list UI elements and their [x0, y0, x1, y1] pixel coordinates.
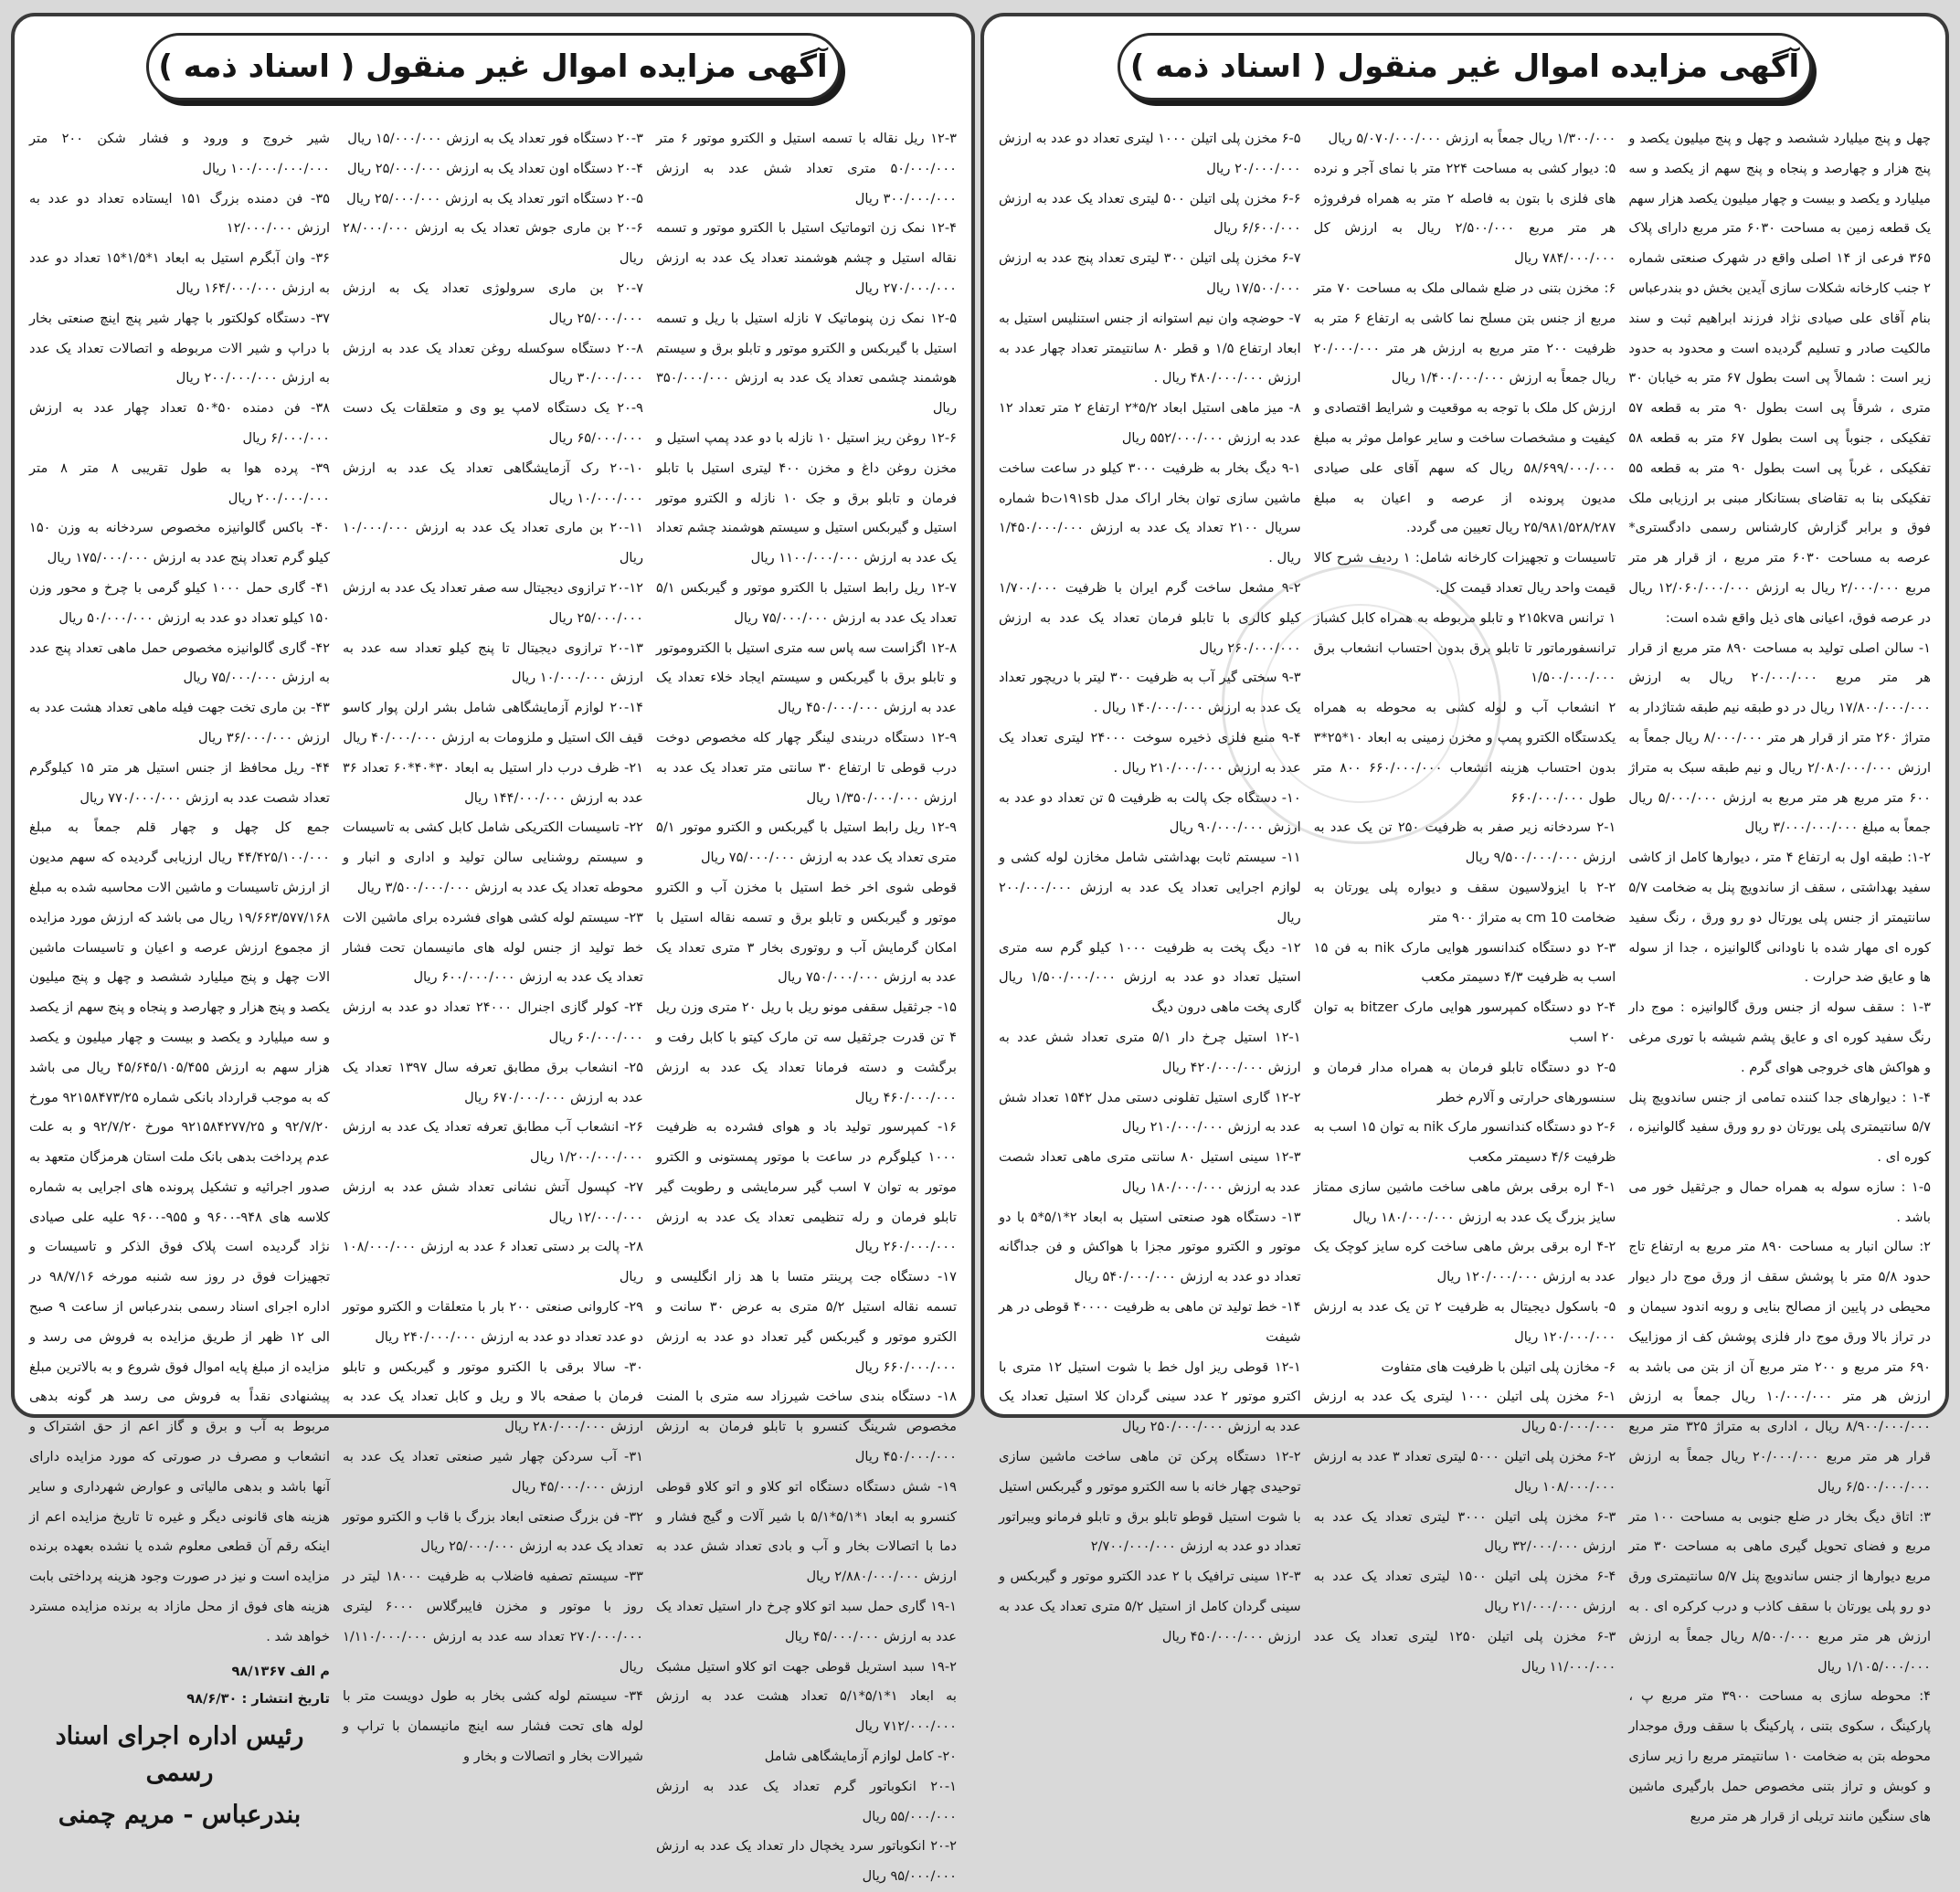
text-column-1 — [656, 124, 958, 1885]
notice-paragraph: ۴۱- گاری حمل ۱۰۰۰ کیلو گرمی با چرخ و محور وزن ۱۵۰ کیلو تعداد دو عدد به ارزش ۵۰/۰۰۰/۰۰۰ ریال — [29, 579, 330, 626]
notice-paragraph: ۱۹-۱ گاری حمل سبد اتو کلاو چرخ دار استیل تعداد یک عدد به ارزش ۴۵/۰۰۰/۰۰۰ ریال — [656, 1599, 957, 1644]
notice-title: آگهی مزایده اموال غیر منقول ( اسناد ذمه ) — [1118, 33, 1812, 100]
notice-paragraph: ۶-۴ مخزن پلی اتیلن ۱۵۰۰ لیتری تعداد یک عدد به ارزش ۲۱/۰۰۰/۰۰۰ ریال — [1313, 1569, 1616, 1615]
notice-paragraph: ۱۲-۳ ریل نقاله با تسمه استیل و الکترو موتور ۶ متر ۵۰/۰۰۰/۰۰۰ متری تعداد شش عدد به ارزش ۳۰۰/۰۰۰/۰۰۰ ریال — [656, 131, 957, 206]
notice-paragraph: ۳۹- پرده هوا به طول تقریبی ۸ متر ۸ متر ۲۰۰/۰۰۰/۰۰۰ ریال — [29, 460, 330, 506]
notice-paragraph: ۴۰- باکس گالوانیزه مخصوص سردخانه به وزن ۱۵۰ کیلو گرم تعداد پنج عدد به ارزش ۱۷۵/۰۰۰/۰۰۰ ریال — [29, 520, 330, 566]
auction-notice-panel-left — [11, 13, 975, 1885]
notice-paragraph: ۳۰- سالا برقی با الکترو موتور و گیربکس و تابلو فرمان با صفحه بالا و ریل و کابل تعداد یک عدد به ارزش ۲۸۰/۰۰۰/۰۰۰ ریال — [343, 1358, 643, 1435]
notice-paragraph: ۲-۲ با ایزولاسیون سقف و دیواره پلی یورتان به ضخامت 10 cm به متراژ ۹۰۰ متر — [1313, 879, 1616, 925]
notice-paragraph: ۶-۵ مخزن پلی اتیلن ۱۰۰۰ لیتری تعداد دو عدد به ارزش ۲۰/۰۰۰/۰۰۰ ریال — [998, 131, 1301, 176]
notice-paragraph: ۴-۱ اره برقی برش ماهی ساخت ماشین سازی ممتاز سایز بزرگ یک عدد به ارزش ۱۸۰/۰۰۰/۰۰۰ ریال — [1313, 1179, 1616, 1225]
notice-paragraph: ۲۹- کاروانی صنعتی ۲۰۰ بار با متعلقات و الکترو موتور دو عدد تعداد دو عدد به ارزش ۲۴۰/۰۰۰/۰۰۰ ریال — [343, 1299, 643, 1345]
notice-paragraph: ۶: مخزن بتنی در ضلع شمالی ملک به مساحت ۷۰ متر مربع از جنس بتن مسلح نما کاشی به ارتفاع ۶ متر به ظرفیت ۲۰۰ متر مربع به ارزش هر متر ۲۰/۰۰۰/۰۰۰ ریال جمعاً به ارزش ۱/۴۰۰/۰۰۰/۰۰۰ ریال — [1313, 280, 1616, 386]
signature-title: رئیس اداره اجرای اسناد رسمی — [55, 1721, 304, 1787]
notice-paragraph: ۲-۵ دو دستگاه تابلو فرمان به همراه مدار فرمان و سنسورهای حرارتی و آلارم خطر — [1313, 1059, 1616, 1105]
notice-paragraph: ۹-۳ سختی گیر آب به ظرفیت ۳۰۰ لیتر با دریچور تعداد یک عدد به ارزش ۱۴۰/۰۰۰/۰۰۰ ریال . — [998, 670, 1301, 716]
notice-paragraph: ۲۳- سیستم لوله کشی هوای فشرده برای ماشین الات خط تولید از جنس لوله های مانیسمان تحت فشار تعداد یک عدد به ارزش ۶۰۰/۰۰۰/۰۰۰ ریال — [343, 909, 643, 986]
notice-paragraph: ۲۰-۱ انکوباتور گرم تعداد یک عدد به ارزش ۵۵/۰۰۰/۰۰۰ ریال — [656, 1778, 957, 1824]
notice-paragraph: ۱-۲: طبقه اول به ارتفاع ۴ متر ، دیوارها کامل از کاشی سفید بهداشتی ، سقف از ساندویچ پنل به ضخامت ۵/۷ سانتیمتر از جنس پلی یورتال دو رو ورق ، رنگ سفید کوره ای مهار شده با ناودانی گالوانیزه ، جدا از سوله ها و عایق ضد حرارت . — [1628, 850, 1931, 986]
notice-paragraph: ۲۰-۹ یک دستگاه لامپ یو وی و متعلقات یک دست ۶۵/۰۰۰/۰۰۰ ریال — [343, 400, 643, 446]
notice-paragraph: ۳۱- آب سردکن چهار شیر صنعتی تعداد یک عدد به ارزش ۴۵/۰۰۰/۰۰۰ ریال — [343, 1449, 643, 1495]
notice-paragraph: قوطی شوی اخر خط استیل با مخزن آب و الکترو موتور و گیربکس و تابلو برق و تسمه نقاله استیل با امکان گرمایش آب و روتوری بخار ۳ متری تعداد یک عدد به ارزش ۷۵۰/۰۰۰/۰۰۰ ریال — [656, 879, 957, 986]
notice-paragraph: ۹-۴ منبع فلزی ذخیره سوخت ۲۴۰۰۰ لیتری تعداد یک عدد به ارزش ۲۱۰/۰۰۰/۰۰۰ ریال . — [998, 729, 1301, 776]
notice-paragraph: ۹-۲ مشعل ساخت گرم ایران با ظرفیت ۱/۷۰۰/۰۰۰ کیلو کالری با تابلو فرمان تعداد یک عدد به ارزش ۲۶۰/۰۰۰/۰۰۰ ریال — [998, 579, 1301, 656]
notice-paragraph: ۶-۳ مخزن پلی اتیلن ۳۰۰۰ لیتری تعداد یک عدد به ارزش ۳۲/۰۰۰/۰۰۰ ریال — [1313, 1508, 1616, 1555]
notice-columns — [29, 124, 958, 1885]
notice-paragraph: ۶- مخازن پلی اتیلن با ظرفیت های متفاوت — [1381, 1358, 1616, 1375]
notice-paragraph: ۴۴- ریل محافظ از جنس استیل هر متر ۱۵ کیلوگرم تعداد شصت عدد به ارزش ۷۷۰/۰۰۰/۰۰۰ ریال — [29, 759, 330, 806]
notice-paragraph: جمع کل چهل و چهار قلم جمعاً به مبلغ ۴۴/۴۲۵/۱۰۰/۰۰۰ ریال ارزیابی گردیده که سهم مدیون از ارزش تاسیسات و ماشین الات محاسبه شده به مبلغ ۱۹/۶۶۳/۵۷۷/۱۶۸ ریال می باشد که ارزش مورد مزایده از مجموع ارزش عرصه و اعیان و تاسیسات ماشین الات چهل و پنج میلیارد ششصد و چهل و پنج میلیون یکصد و پنج هزار و چهارصد و پنجاه و پنج سهم از یکصد و سه میلیارد و یکصد و بیست و چهار میلیون و یکصد هزار سهم به ارزش ۴۵/۶۴۵/۱۰۵/۴۵۵ ریال می باشد که به موجب قرارداد بانکی شماره ۹۲۱۵۸۴۷۳/۲۵ مورخ ۹۲/۷/۲۰ و ۹۲۱۵۸۴۲۷۷/۲۵ مورخ ۹۲/۷/۲۰ و به علت عدم پرداخت بدهی بانک ملت استان هرمزگان متعهد به صدور اجرائیه و تشکیل پرونده های اجرایی به شماره کلاسه های ۹۴۸-۹۶۰۰ و ۹۵۵-۹۶۰۰ علیه علی صیادی نژاد گردیده است پلاک فوق الذکر و تاسیسات و تجهیزات فوق در روز سه شنبه مورخه ۹۸/۷/۱۶ در اداره اجرای اسناد رسمی بندرعباس از ساعت ۹ صبح الی ۱۲ ظهر از طریق مزایده به فروش می رسد و مزایده از مبلغ پایه اموال فوق شروع و به بالاترین مبلغ پیشنهادی نقداً به فروش می رسد هر گونه بدهی مربوط به آب و برق و گاز اعم از حق اشتراک و انشعاب و مصرف در صورتی که مورد مزایده دارای آنها باشد و بدهی مالیاتی و عوارض شهرداری و سایر هزینه های قانونی دیگر و غیره تا تاریخ مزایده اعم از اینکه رقم آن قطعی معلوم شده یا نشده بعهده برنده مزایده است و نیز در صورت وجود هزینه پرداختی بابت هزینه های فوق از محل مازاد به برنده مزایده مسترد خواهد شد . — [29, 819, 331, 1644]
notice-paragraph: چهل و پنج میلیارد ششصد و چهل و پنج میلیون یکصد و پنج هزار و چهارصد و پنجاه و پنج سهم از یکصد و سه میلیارد و یکصد و بیست و چهار میلیون یکصد هزار سهم یک قطعه زمین به مساحت ۶۰۳۰ متر مربع دارای پلاک ۳۶۵ فرعی از ۱۴ اصلی واقع در شهرک صنعتی شماره ۲ جنب کارخانه شکلات سازی آیدین بخش دو بندرعباس بنام آقای علی صیادی نژاد فرزند ابراهیم ثبت و سند مالکیت صادر و تسلیم گردیده است و محدود به حدود زیر است : شمالاً پی است بطول ۶۷ متر به خیابان ۳۰ متری ، شرقاً پی است بطول ۹۰ متر به قطعه ۵۷ تفکیکی ، جنوباً پی است بطول ۶۷ متر به قطعه ۵۸ تفکیکی ، غرباً پی است بطول ۹۰ متر به قطعه ۵۵ تفکیکی بنا به تقاضای بستانکار مبنی بر ارزیابی ملک فوق و برابر گزارش کارشناس رسمی دادگستری* عرصه به مساحت ۶۰۳۰ متر مربع ، از قرار هر متر مربع ۲/۰۰۰/۰۰۰ ریال به ارزش ۱۲/۰۶۰/۰۰۰/۰۰۰ ریال در عرصه فوق، اعیانی های ذیل واقع شده است: — [1628, 131, 1932, 626]
notice-paragraph: ۳۲- فن بزرگ صنعتی ابعاد بزرگ با قاب و الکترو موتور تعداد یک عدد به ارزش ۲۵/۰۰۰/۰۰۰ ریال — [343, 1508, 643, 1555]
notice-paragraph: ۲۰-۵ دستگاه اتور تعداد یک به ارزش ۲۵/۰۰۰/۰۰۰ ریال — [346, 190, 643, 206]
notice-paragraph: ۶-۷ مخزن پلی اتیلن ۳۰۰ لیتری تعداد پنج عدد به ارزش ۱۷/۵۰۰/۰۰۰ ریال — [998, 250, 1301, 296]
notice-paragraph: ۲۰-۱۱ بن ماری تعداد یک عدد به ارزش ۱۰/۰۰۰/۰۰۰ ریال — [343, 520, 643, 566]
notice-paragraph: ۲۰-۱۰ رک آزمایشگاهی تعداد یک عدد به ارزش ۱۰/۰۰۰/۰۰۰ ریال — [343, 460, 643, 506]
text-column-3 — [998, 124, 1301, 1644]
notice-paragraph: ۱۲-۱ استیل چرخ دار ۵/۱ متری تعداد شش عدد به ارزش ۴۲۰/۰۰۰/۰۰۰ ریال — [998, 1029, 1301, 1075]
notice-paragraph: ۱۲- دیگ پخت به ظرفیت ۱۰۰۰ کیلو گرم سه متری استیل تعداد دو عدد به ارزش ۱/۵۰۰/۰۰۰/۰۰۰ ریال گاری پخت ماهی درون دیگ — [998, 939, 1301, 1016]
notice-paragraph: ۲-۳ دو دستگاه کندانسور هوایی مارک nik به فن ۱۵ اسب به ظرفیت ۴/۳ دسیمتر مکعب — [1313, 939, 1616, 986]
notice-paragraph: ۱۵- جرثقیل سقفی مونو ریل با ریل ۲۰ متری وزن ریل ۴ تن قدرت جرثقیل سه تن مارک کیتو با کابل رفت و برگشت و دسته فرمانا تعداد یک عدد به ارزش ۴۶۰/۰۰۰/۰۰۰ ریال — [656, 999, 957, 1105]
notice-paragraph: شیر خروج و ورود و فشار شکن ۲۰۰ متر ۱۰۰/۰۰۰/۰۰۰/۰۰۰ ریال — [29, 131, 330, 176]
notice-paragraph: ۱/۳۰۰/۰۰۰ ریال جمعاً به ارزش ۵/۰۷۰/۰۰۰/۰۰۰ ریال — [1328, 131, 1616, 146]
notice-paragraph: ۱۲-۳ سینی ترافیک با ۲ عدد الکترو موتور و گیربکس و سینی گردان کامل از استیل ۵/۲ متری تعداد یک عدد به ارزش ۴۵۰/۰۰۰/۰۰۰ ریال — [998, 1569, 1301, 1644]
notice-paragraph: ۳۸- فن دمنده ۵۰*۵۰ تعداد چهار عدد به ارزش ۶/۰۰۰/۰۰۰ ریال — [29, 400, 330, 446]
notice-paragraph: ۲۰-۴ دستگاه اون تعداد یک به ارزش ۲۵/۰۰۰/۰۰۰ ریال — [346, 160, 643, 176]
notice-paragraph: ۵- باسکول دیجیتال به ظرفیت ۲ تن یک عدد به ارزش ۱۲۰/۰۰۰/۰۰۰ ریال — [1313, 1299, 1616, 1345]
notice-paragraph: ۲ انشعاب آب و لوله کشی به محوطه به همراه یکدستگاه الکترو پمپ و مخزن زمینی به ابعاد ۱۰*۲۵*۳ بدون احتساب هزینه انشعاب ۶۶۰/۰۰۰/۰۰۰ ۸۰۰ متر طول ۶۶۰/۰۰۰/۰۰۰ — [1313, 700, 1616, 806]
notice-paragraph: ۶-۶ مخزن پلی اتیلن ۵۰۰ لیتری تعداد یک عدد به ارزش ۶/۶۰۰/۰۰۰ ریال — [998, 190, 1301, 237]
notice-paragraph: ۲۷- کپسول آتش نشانی تعداد شش عدد به ارزش ۱۲/۰۰۰/۰۰۰ ریال — [343, 1179, 643, 1225]
notice-paragraph: ۲۸- پالت بر دستی تعداد ۶ عدد به ارزش ۱۰۸/۰۰۰/۰۰۰ ریال — [343, 1239, 643, 1285]
notice-paragraph: ۲۰-۱۴ لوازم آزمایشگاهی شامل بشر ارلن پوار کاسو قیف الک استیل و ملزومات به ارزش ۴۰/۰۰۰/۰۰۰ ریال — [343, 700, 643, 745]
notice-paragraph: ۲۴- کولر گازی اجنرال ۲۴۰۰۰ تعداد دو عدد به ارزش ۶۰/۰۰۰/۰۰۰ ریال — [343, 999, 643, 1045]
notice-paragraph: ۳۶- وان آبگرم استیل به ابعاد ۱*۱/۵*۱۵ تعداد دو عدد به ارزش ۱۶۴/۰۰۰/۰۰۰ ریال — [29, 250, 330, 296]
notice-paragraph: ۱۲-۹ دستگاه دربندی لینگر چهار کله مخصوص دوخت درب قوطی تا ارتفاع ۳۰ سانتی متر تعداد یک عدد به ارزش ۱/۳۵۰/۰۰۰/۰۰۰ ریال — [656, 729, 957, 806]
notice-paragraph: ۱-۳ : سقف سوله از جنس ورق گالوانیزه : موج دار رنگ سفید کوره ای و عایق پشم شیشه با توری مرغی و هواکش های خروجی هوای گرم . — [1628, 999, 1931, 1075]
notice-paragraph: ۴۲- گاری گالوانیزه مخصوص حمل ماهی تعداد پنج عدد به ارزش ۷۵/۰۰۰/۰۰۰ ریال — [29, 639, 330, 686]
notice-paragraph: ۳۵- فن دمنده بزرگ ۱۵۱ ایستاده تعداد دو عدد به ارزش ۱۲/۰۰۰/۰۰۰ — [29, 190, 330, 237]
notice-paragraph: ۷- حوضچه وان نیم استوانه از جنس استنلیس استیل به ابعاد ارتفاع ۱/۵ و قطر ۸۰ سانتیمتر تعداد چهار عدد به ارزش ۴۸۰/۰۰۰/۰۰۰ ریال . — [998, 310, 1301, 386]
notice-paragraph: ۲۰- کامل لوازم آزمایشگاهی شامل — [764, 1749, 957, 1765]
notice-paragraph: ۱۹- شش دستگاه دستگاه اتو کلاو و اتو کلاو قوطی کنسرو به ابعاد ۱*۵/۱*۵/۱ با شیر آلات و گیج فشار و دما با اتصالات بخار و آب و بادی تعداد شش عدد به ارزش ۲/۸۸۰/۰۰۰/۰۰۰ ریال — [656, 1478, 958, 1585]
publish-date: تاریخ انتشار : ۹۸/۶/۳۰ — [186, 1690, 330, 1707]
notice-paragraph: ۸- میز ماهی استیل ابعاد ۵/۲*۲ ارتفاع ۲ متر تعداد ۱۲ عدد به ارزش ۵۵۲/۰۰۰/۰۰۰ ریال — [998, 400, 1301, 446]
notice-paragraph: ۱۹-۲ سبد استریل قوطی جهت اتو کلاو استیل مشبک به ابعاد ۱*۵/۱*۵/۱ تعداد هشت عدد به ارزش ۷۱۲/۰۰۰/۰۰۰ ریال — [656, 1658, 957, 1735]
notice-paragraph: ۶-۱ مخزن پلی اتیلن ۱۰۰۰ لیتری یک عدد به ارزش ۵۰/۰۰۰/۰۰۰ ریال — [1313, 1389, 1616, 1435]
notice-paragraph: ۲۰-۳ دستگاه فور تعداد یک به ارزش ۱۵/۰۰۰/۰۰۰ ریال — [347, 131, 643, 146]
notice-paragraph: ۲۱- ظرف درب دار استیل به ابعاد ۳۰*۴۰*۶۰ تعداد ۳۶ عدد به ارزش ۱۴۴/۰۰۰/۰۰۰ ریال — [343, 759, 643, 806]
notice-paragraph: ۱-۵ : سازه سوله به همراه حمال و جرثقیل خور می باشد . — [1628, 1179, 1931, 1225]
notice-paragraph: ۲۶- انشعاب آب مطابق تعرفه تعداد یک عدد به ارزش ۱/۲۰۰/۰۰۰/۰۰۰ ریال — [343, 1119, 643, 1166]
notice-paragraph: ۱۲-۲ گاری استیل تفلونی دستی مدل ۱۵۴۲ تعداد شش عدد به ارزش ۲۱۰/۰۰۰/۰۰۰ ریال — [998, 1089, 1301, 1136]
notice-paragraph: ۲۰-۶ بن ماری جوش تعداد یک به ارزش ۲۸/۰۰۰/۰۰۰ ریال — [343, 220, 643, 267]
text-column-2 — [1313, 124, 1616, 1675]
text-column-2 — [343, 124, 643, 1765]
notice-paragraph: ۲۰-۷ بن ماری سرولوژی تعداد یک به ارزش ۲۵/۰۰۰/۰۰۰ ریال — [343, 280, 643, 326]
reference-number: م الف ۹۸/۱۳۶۷ — [231, 1663, 330, 1679]
notice-paragraph: ارزش کل ملک با توجه به موقعیت و شرایط اقتصادی و کیفیت و مشخصات ساخت و سایر عوامل موثر به مبلغ ۵۸/۶۹۹/۰۰۰/۰۰۰ ریال که سهم آقای علی صیادی مدیون پرونده از عرصه و اعیان به مبلغ ۲۵/۹۸۱/۵۲۸/۲۸۷ ریال تعیین می گردد. — [1313, 400, 1616, 536]
auction-notice-panel-right — [980, 13, 1949, 1824]
notice-paragraph: ۶-۳ مخزن پلی اتیلن ۱۲۵۰ لیتری تعداد یک عدد ۱۱/۰۰۰/۰۰۰ ریال — [1313, 1628, 1616, 1675]
notice-paragraph: ۳۳- سیستم تصفیه فاضلاب به ظرفیت ۱۸۰۰۰ لیتر در روز با موتور و مخزن فایبرگلاس ۶۰۰۰ لیتری ۲۷۰/۰۰۰/۰۰۰ تعداد سه عدد به ارزش ۱/۱۱۰/۰۰۰/۰۰۰ ریال — [343, 1569, 643, 1675]
notice-paragraph: ۳۷- دستگاه کولکتور با چهار شیر پنج اینچ صنعتی بخار با دراپ و شیر الات مربوطه و اتصالات تعداد یک عدد به ارزش ۲۰۰/۰۰۰/۰۰۰ ریال — [29, 310, 330, 386]
notice-paragraph: ۱۲-۴ نمک زن اتوماتیک استیل با الکترو موتور و تسمه نقاله استیل و چشم هوشمند تعداد یک عدد به ارزش ۲۷۰/۰۰۰/۰۰۰ ریال — [656, 220, 957, 296]
notice-paragraph: ۳: اتاق دیگ بخار در ضلع جنوبی به مساحت ۱۰۰ متر مربع و فضای تحویل گیری ماهی به مساحت ۳۰ متر مربع دیوارها از جنس ساندویچ پنل ۵/۷ سانتیمتری ورق دو رو پلی یورتان با سقف کاذب و درب کرکره ای . به ارزش هر متر مربع ۸/۵۰۰/۰۰۰ ریال جمعاً به ارزش ۱/۱۰۵/۰۰۰/۰۰۰ ریال — [1628, 1508, 1931, 1675]
notice-paragraph: ۲۰-۸ دستگاه سوکسله روغن تعداد یک عدد به ارزش ۳۰/۰۰۰/۰۰۰ ریال — [343, 340, 643, 386]
notice-paragraph: ۴: محوطه سازی به مساحت ۳۹۰۰ متر مربع پ ، پارکینگ ، سکوی بتنی ، پارکینگ با سقف ورق موجدار محوطه بتن به ضخامت ۱۰ سانتیمتر مربع را زیر سازی و کوبش و تراز بتنی مخصوص حمل بارگیری ماشین های سنگین مانند تریلی از قرار هر متر مربع — [1628, 1688, 1931, 1824]
notice-paragraph: ۱- سالن اصلی تولید به مساحت ۸۹۰ متر مربع از قرار هر متر مربع ۲۰/۰۰۰/۰۰۰ ریال به ارزش ۱۷/۸۰۰/۰۰۰/۰۰۰ ریال در دو طبقه نیم طبقه شتاژدار به متراژ ۲۶۰ متر از قرار هر متر ۸/۰۰۰/۰۰۰ ریال جمعاً به ارزش ۲/۰۸۰/۰۰۰/۰۰۰ ریال و نیم طبقه سبک به متراژ ۶۰۰ متر مربع هر متر مربع به ارزش ۵/۰۰۰/۰۰۰ ریال جمعاً به مبلغ ۳/۰۰۰/۰۰۰/۰۰۰ ریال — [1628, 639, 1932, 836]
notice-paragraph: ۱۸- دستگاه بندی ساخت شیرزاد سه متری با المنت مخصوص شرینگ کنسرو با تابلو فرمان به ارزش ۴۵۰/۰۰۰/۰۰۰ ریال — [656, 1389, 957, 1465]
notice-paragraph: ۱۷- دستگاه جت پرینتر متسا با هد زار انگلیسی و تسمه نقاله استیل ۵/۲ متری به عرض ۳۰ سانت و الکترو موتور و گیربکس گیر تعداد دو عدد به ارزش ۶۶۰/۰۰۰/۰۰۰ ریال — [656, 1269, 958, 1375]
notice-paragraph: ۶-۲ مخزن پلی اتیلن ۵۰۰۰ لیتری تعداد ۳ عدد به ارزش ۱۰۸/۰۰۰/۰۰۰ ریال — [1313, 1449, 1616, 1495]
notice-paragraph: ۱۳- دستگاه هود صنعتی استیل به ابعاد ۲*۵/۱*۵ با دو موتور و الکترو موتور مجزا با هواکش و فن جداگانه تعداد دو عدد به ارزش ۵۴۰/۰۰۰/۰۰۰ ریال — [998, 1209, 1301, 1285]
notice-paragraph: ۴۳- بن ماری تخت جهت فیله ماهی تعداد هشت عدد به ارزش ۳۶/۰۰۰/۰۰۰ ریال — [29, 700, 330, 745]
text-column-3-body — [29, 124, 330, 1653]
notice-paragraph: ۲۰-۲ انکوباتور سرد یخچال دار تعداد یک عدد به ارزش ۹۵/۰۰۰/۰۰۰ ریال — [656, 1838, 957, 1885]
notice-paragraph: ۳۴- سیستم لوله کشی بخار به طول دویست متر با لوله های تحت فشار سه اینچ مانیسمان با تراپ و شیرالات بخار و اتصالات و بخار و — [343, 1688, 643, 1765]
notice-title: آگهی مزایده اموال غیر منقول ( اسناد ذمه ) — [146, 33, 841, 100]
notice-paragraph: ۱۲-۵ نمک زن پنوماتیک ۷ نازله استیل با ریل و تسمه استیل با گیربکس و الکترو موتور و تابلو برق و سیستم هوشمند چشمی تعداد یک عدد به ارزش ۳۵۰/۰۰۰/۰۰۰ ریال — [656, 310, 957, 417]
notice-footer — [29, 1658, 330, 1834]
notice-paragraph: ۲: سالن انبار به مساحت ۸۹۰ متر مربع به ارتفاع تاج حدود ۵/۸ متر با پوشش سقف از ورق موج دار دیوار محیطی در پایین از مصالح بنایی و روبه اندود سیمان و در تراز بالا ورق موج دار فلزی پوشش کف از موزاییک ۶۹۰ متر مربع و ۲۰۰ متر مربع آن از بتن می باشد به ارزش هر متر ۱۰/۰۰۰/۰۰۰ ریال جمعاً به ارزش ۸/۹۰۰/۰۰۰/۰۰۰ ریال ، اداری به متراژ ۳۲۵ متر مربع قرار هر متر مربع ۲۰/۰۰۰/۰۰۰ ریال جمعاً به ارزش ۶/۵۰۰/۰۰۰/۰۰۰ ریال — [1628, 1239, 1932, 1495]
text-column-1 — [1628, 124, 1932, 1824]
notice-paragraph: ۱۲-۸ اگزاست سه پاس سه متری استیل با الکتروموتور و تابلو برق با گیربکس و سیستم ایجاد خلاء تعداد یک عدد به ارزش ۴۵۰/۰۰۰/۰۰۰ ریال — [656, 639, 957, 716]
notice-paragraph: ۹-۱ دیگ بخار به ظرفیت ۳۰۰۰ کیلو در ساعت ساخت ماشین سازی توان بخار اراک مدل ۱۹۱sbتb شماره سریال ۲۱۰۰ تعداد یک عدد به ارزش ۱/۴۵۰/۰۰۰/۰۰۰ ریال . — [998, 460, 1301, 566]
notice-paragraph: ۱۲-۲ دستگاه پرکن تن ماهی ساخت ماشین سازی توحیدی چهار خانه با سه الکترو موتور و گیربکس استیل با شوت استیل قوطو تابلو برق و تابلو فرمانو ویبراتور تعداد دو عدد به ارزش ۲/۷۰۰/۰۰۰/۰۰۰ — [998, 1449, 1301, 1555]
notice-paragraph: ۱۲-۶ روغن ریز استیل ۱۰ نازله با دو عدد پمپ استیل و مخزن روغن داغ و مخزن ۴۰۰ لیتری استیل با تابلو فرمان و تابلو برق و جک ۱۰ نازله و الکترو موتور استیل و گیربکس استیل و سیستم هوشمند چشم تعداد یک عدد به ارزش ۱۱۰۰/۰۰۰/۰۰۰ ریال — [656, 429, 957, 566]
notice-paragraph: ۵: دیوار کشی به مساحت ۲۲۴ متر با نمای آجر و نرده های فلزی با بتون به فاصله ۲ متر به همراه فرفروژه هر متر مربع ۲/۵۰۰/۰۰۰ ریال به ارزش کل ۷۸۴/۰۰۰/۰۰۰ ریال — [1313, 160, 1616, 267]
notice-paragraph: ۱۰- دستگاه جک پالت به ظرفیت ۵ تن تعداد دو عدد به ارزش ۹۰/۰۰۰/۰۰۰ ریال — [998, 789, 1301, 836]
signature-name: بندرعباس - مریم چمنی — [58, 1800, 302, 1829]
notice-paragraph: ۱۲-۷ ریل رابط استیل با الکترو موتور و گیربکس ۵/۱ تعداد یک عدد به ارزش ۷۵/۰۰۰/۰۰۰ ریال — [656, 579, 957, 626]
text-column-3 — [29, 124, 331, 1829]
notice-paragraph: ۲۰-۱۳ ترازوی دیجیتال تا پنج کیلو تعداد سه عدد به ارزش ۱۰/۰۰۰/۰۰۰ ریال — [343, 639, 643, 686]
notice-paragraph: ۱۲-۱ قوطی ریز اول خط با شوت استیل ۱۲ متری با اکترو موتور ۲ عدد سینی گردان کلا استیل تعداد یک عدد به ارزش ۲۵۰/۰۰۰/۰۰۰ ریال — [998, 1358, 1301, 1435]
notice-paragraph: ۲۵- انشعاب برق مطابق تعرفه سال ۱۳۹۷ تعداد یک عدد به ارزش ۶۷۰/۰۰۰/۰۰۰ ریال — [343, 1059, 643, 1105]
notice-paragraph: ۱۱- سیستم ثابت بهداشتی شامل مخازن لوله کشی و لوازم اجرایی تعداد یک عدد به ارزش ۲۰۰/۰۰۰/۰۰۰ ریال — [998, 850, 1301, 925]
notice-columns — [998, 124, 1932, 1824]
notice-paragraph: ۴-۲ اره برقی برش ماهی ساخت کره سایز کوچک یک عدد به ارزش ۱۲۰/۰۰۰/۰۰۰ ریال — [1313, 1239, 1616, 1285]
notice-paragraph: ۲۲- تاسیسات الکتریکی شامل کابل کشی به تاسیسات و سیستم روشنایی سالن تولید و اداری و انبار و محوطه تعداد یک عدد به ارزش ۳/۵۰۰/۰۰۰/۰۰۰ ریال — [343, 819, 643, 895]
notice-paragraph: ۲-۶ دو دستگاه کندانسور مارک nik به توان ۱۵ اسب به ظرفیت ۴/۶ دسیمتر مکعب — [1313, 1119, 1616, 1166]
notice-paragraph: ۲-۴ دو دستگاه کمپرسور هوایی مارک bitzer به توان ۲۰ اسب — [1313, 999, 1616, 1045]
notice-paragraph: ۱ ترانس ۲۱۵kva و تابلو مربوطه به همراه کابل کشباز ترانسفورماتور تا تابلو برق بدون احتساب انشعاب برق ۱/۵۰۰/۰۰۰/۰۰۰ — [1313, 609, 1616, 686]
notice-paragraph: ۲-۱ سردخانه زیر صفر به ظرفیت ۲۵۰ تن یک عدد به ارزش ۹/۵۰۰/۰۰۰/۰۰۰ ریال — [1313, 819, 1616, 866]
notice-paragraph: ۱۲-۹ ریل رابط استیل با گیربکس و الکترو موتور ۵/۱ متری تعداد یک عدد به ارزش ۷۵/۰۰۰/۰۰۰ ریال — [656, 819, 957, 866]
notice-paragraph: ۱۴- خط تولید تن ماهی به ظرفیت ۴۰۰۰۰ قوطی در هر شیفت — [998, 1299, 1301, 1345]
notice-paragraph: تاسیسات و تجهیزات کارخانه شامل: ۱ ردیف شرح کالا قیمت واحد ریال تعداد قیمت کل. — [1313, 550, 1616, 596]
notice-paragraph: ۲۰-۱۲ ترازوی دیجیتال سه صفر تعداد یک عدد به ارزش ۲۵/۰۰۰/۰۰۰ ریال — [343, 579, 643, 626]
notice-paragraph: ۱-۴ : دیوارهای جدا کننده تمامی از جنس ساندویچ پنل ۵/۷ سانتیمتری پلی یورتان دو رو ورق سفید گالوانیزه ، کوره ای . — [1628, 1089, 1931, 1166]
notice-paragraph: ۱۲-۳ سینی استیل ۸۰ سانتی متری ماهی تعداد شصت عدد به ارزش ۱۸۰/۰۰۰/۰۰۰ ریال — [998, 1149, 1301, 1195]
notice-paragraph: ۱۶- کمپرسور تولید باد و هوای فشرده به ظرفیت ۱۰۰۰ کیلوگرم در ساعت با موتور پمستونی و الکترو موتور به توان ۷ اسب گیر سرمایشی و رطوبت گیر تابلو فرمان و رله تنظیمی تعداد یک عدد به ارزش ۲۶۰/۰۰۰/۰۰۰ ریال — [656, 1119, 957, 1255]
